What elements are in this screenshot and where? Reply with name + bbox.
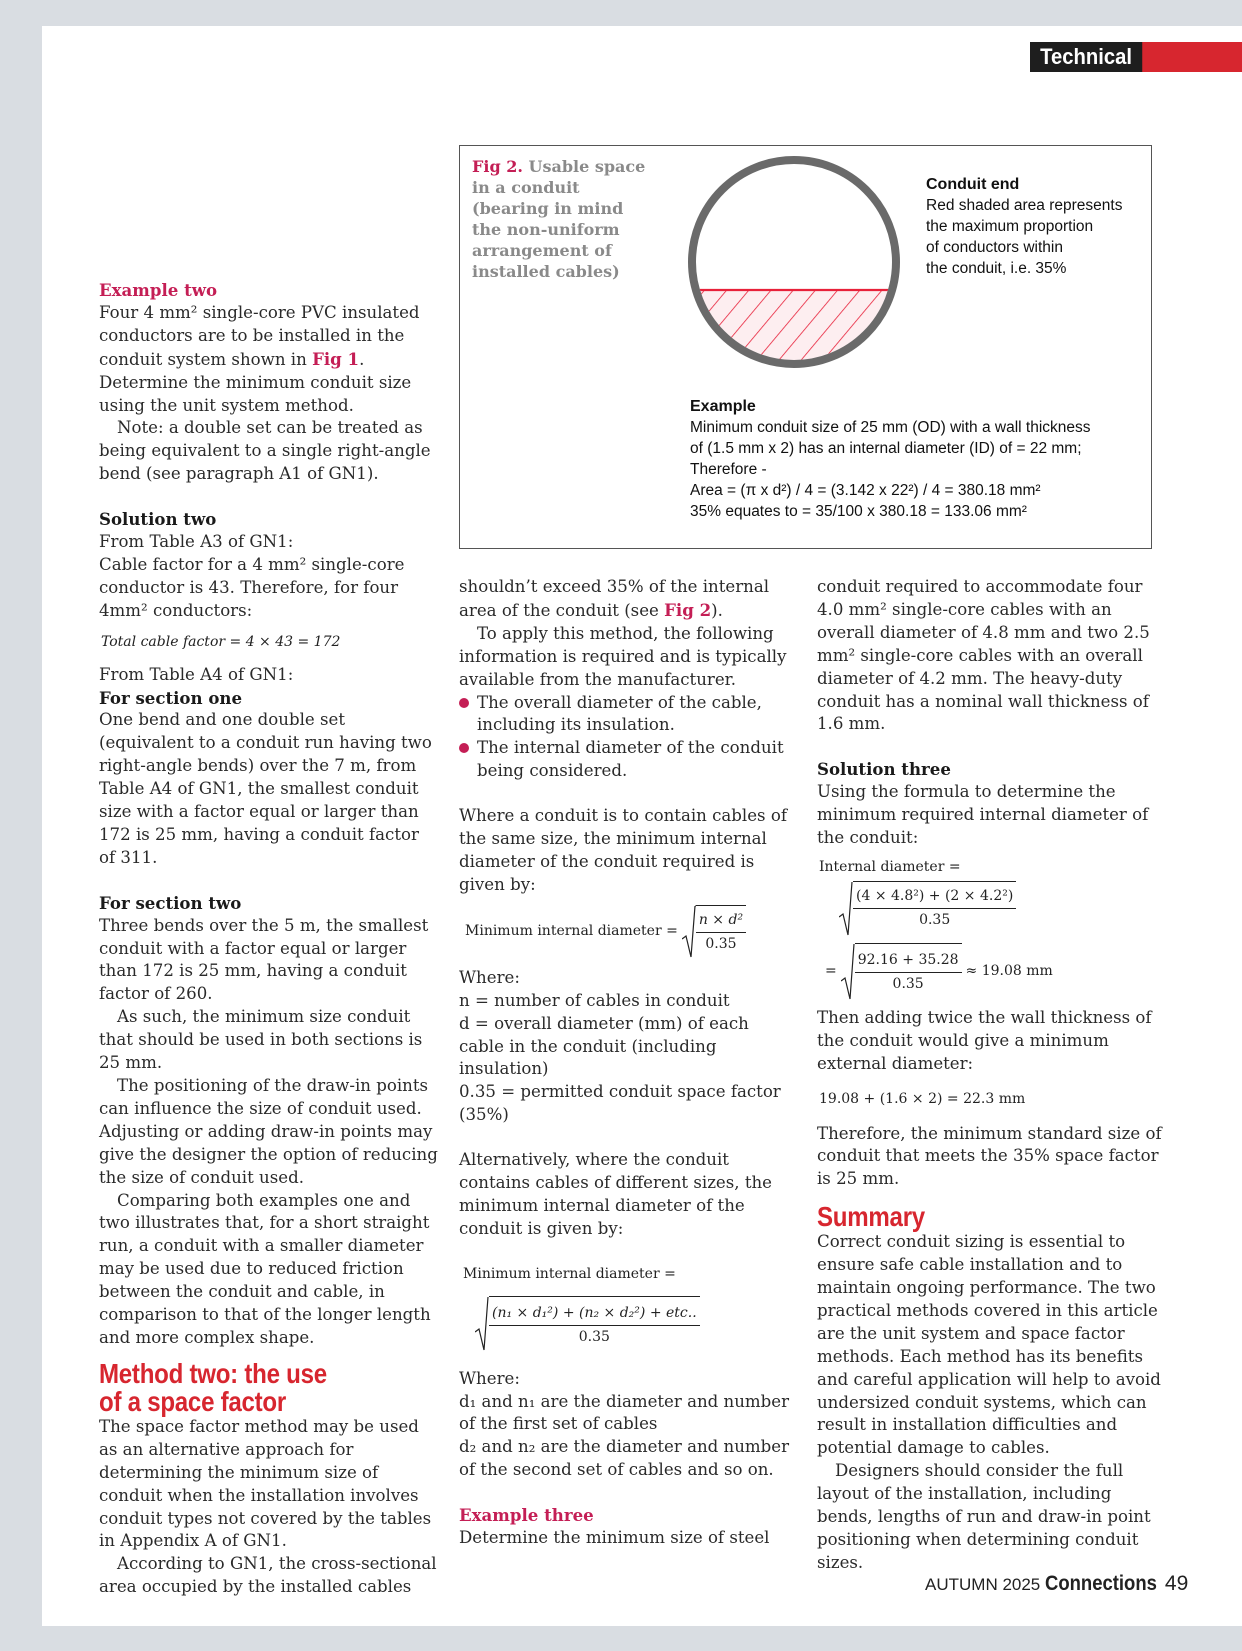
section-one-text: One bend and one double set (equivalent to a conduit run having two right-angle bends) over the 7 m, from Table A4 of GN1, the smallest conduit size with a factor equal or larger than 172 is 25 mm, having a conduit factor of 311. bbox=[99, 710, 432, 867]
formula-different-size bbox=[475, 1296, 799, 1356]
method-two-p2: According to GN1, the cross-sectional area occupied by the installed cables bbox=[99, 1554, 437, 1597]
radical-sign bbox=[841, 943, 855, 1001]
column-1 bbox=[99, 279, 439, 1599]
bullet-item bbox=[459, 692, 799, 738]
formula-2-fraction bbox=[489, 1296, 700, 1356]
where-n: n = number of cables in conduit bbox=[459, 990, 730, 1010]
method-two-p1: The space factor method may be used as an alternative approach for determining the minimum size of conduit when the installation involves conduit types not covered by the tables in Appendix A of GN1. bbox=[99, 1416, 432, 1551]
where-second-set: d₂ and n₂ are the diameter and number of the second set of cables and so on. bbox=[459, 1437, 790, 1480]
formula-4-numerator: 92.16 + 35.28 bbox=[855, 949, 962, 973]
example-two-text-b: . Determine the minimum conduit size using the unit system method. bbox=[99, 349, 412, 415]
legend-line-1: Red shaded area represents bbox=[926, 197, 1123, 214]
col2-p2: To apply this method, the following information is required and is typically available from the manufacturer. bbox=[459, 623, 787, 689]
section-one-heading: For section one bbox=[99, 687, 243, 708]
radical-sign bbox=[682, 905, 696, 959]
example-line-1: Minimum conduit size of 25 mm (OD) with a wall thickness bbox=[690, 419, 1091, 436]
method-two-heading-line2: of a space factor bbox=[99, 1385, 286, 1417]
figure-caption-lead: Fig 2. bbox=[472, 157, 523, 176]
formula-4-result: ≈ 19.08 mm bbox=[965, 963, 1053, 980]
formula-3-numerator: (4 × 4.8²) + (2 × 4.2²) bbox=[853, 885, 1016, 909]
summary-heading: Summary bbox=[817, 1201, 925, 1233]
total-cable-factor-equation: Total cable factor = 4 × 43 = 172 bbox=[101, 633, 341, 650]
bullet-dot bbox=[459, 743, 469, 753]
where-factor: 0.35 = permitted conduit space factor (35%) bbox=[459, 1082, 781, 1125]
formula-2-denominator: 0.35 bbox=[578, 1328, 610, 1345]
bullet-item bbox=[459, 737, 799, 783]
issue-season: AUTUMN 2025 bbox=[925, 1575, 1041, 1594]
section-tag bbox=[1030, 42, 1242, 72]
section-tag-label: Technical bbox=[1030, 42, 1142, 72]
where-label-1: Where: bbox=[459, 967, 520, 987]
formula-2-label: Minimum internal diameter = bbox=[463, 1265, 676, 1282]
page-number: 49 bbox=[1164, 1572, 1189, 1595]
where-label-2: Where: bbox=[459, 1368, 520, 1388]
col3-p2: Then adding twice the wall thickness of the conduit would give a minimum external diameter: bbox=[817, 1007, 1152, 1073]
formula-4-root bbox=[841, 943, 962, 1001]
figure-legend bbox=[926, 174, 1148, 279]
formula-1-label: Minimum internal diameter = bbox=[465, 923, 678, 940]
example-line-3: Therefore - bbox=[690, 461, 767, 478]
formula-4-fraction bbox=[855, 943, 962, 1001]
col3-p1: conduit required to accommodate four 4.0 mm² single-core cables with an overall diameter of 4.8 mm and two 2.5 mm² single-core cables with an overall diameter of 4.2 mm. The heavy-duty conduit has a nominal wall thickness of 1.6 mm. bbox=[817, 577, 1150, 734]
solution-three-heading: Solution three bbox=[817, 759, 951, 780]
formula-2-root bbox=[475, 1296, 700, 1356]
col2-p1-a: shouldn’t exceed 35% of the internal area of the conduit (see bbox=[459, 577, 770, 620]
fig1-reference: Fig 1 bbox=[312, 348, 360, 369]
example-title: Example bbox=[690, 398, 756, 415]
legend-line-3: of conductors within bbox=[926, 239, 1063, 256]
formula-3 bbox=[839, 881, 1162, 939]
col2-p3: Where a conduit is to contain cables of the same size, the minimum internal diameter of the conduit required is given by: bbox=[459, 806, 787, 894]
legend-line-4: the conduit, i.e. 35% bbox=[926, 260, 1067, 277]
figure-2-box bbox=[459, 145, 1152, 549]
figure-caption-text: Usable space in a conduit (bearing in mind the non-uniform arrangement of installed cables) bbox=[472, 157, 646, 281]
column-2 bbox=[459, 576, 799, 1550]
solution-two-p2: Cable factor for a 4 mm² single-core conductor is 43. Therefore, for four 4mm² conductors: bbox=[99, 554, 405, 620]
example-line-2: of (1.5 mm x 2) has an internal diameter (ID) of = 22 mm; bbox=[690, 440, 1082, 457]
formula-4-equals: = bbox=[825, 963, 837, 980]
solution-three-text: Using the formula to determine the minimum required internal diameter of the conduit: bbox=[817, 782, 1149, 848]
example-line-5: 35% equates to = 35/100 x 380.18 = 133.06 mm² bbox=[690, 503, 1027, 520]
col3-p3: Therefore, the minimum standard size of conduit that meets the 35% space factor is 25 mm. bbox=[817, 1123, 1162, 1189]
figure-caption bbox=[472, 156, 652, 282]
external-diameter-equation: 19.08 + (1.6 × 2) = 22.3 mm bbox=[819, 1090, 1026, 1107]
example-two-text-a: Four 4 mm² single-core PVC insulated conductors are to be installed in the conduit system shown in bbox=[99, 302, 420, 369]
example-line-4: Area = (π x d²) / 4 = (3.142 x 22²) / 4 = 380.18 mm² bbox=[690, 482, 1041, 499]
section-two-p4: Comparing both examples one and two illustrates that, for a short straight run, a conduit with a smaller diameter may be used due to reduced friction between the conduit and cable, in comparison to that of the longer length and more complex shape. bbox=[99, 1190, 431, 1347]
column-3 bbox=[817, 576, 1162, 1575]
summary-p2: Designers should consider the full layout of the installation, including bends, lengths of run and draw-in point positioning when determining conduit sizes. bbox=[817, 1461, 1151, 1572]
formula-1-fraction bbox=[696, 905, 746, 959]
legend-title: Conduit end bbox=[926, 176, 1020, 193]
col2-p4: Alternatively, where the conduit contains cables of different sizes, the minimum internal diameter of the conduit is given by: bbox=[459, 1150, 772, 1238]
solution-two-p1: From Table A3 of GN1: bbox=[99, 532, 294, 552]
example-three-heading: Example three bbox=[459, 1505, 594, 1526]
section-two-p3: The positioning of the draw-in points can influence the size of conduit used. Adjusting or adding draw-in points may give the designer the option of reducing the size of conduit used. bbox=[99, 1076, 438, 1187]
magazine-brand: Connections bbox=[1045, 1572, 1157, 1595]
radical-sign bbox=[839, 881, 853, 937]
solution-two-heading: Solution two bbox=[99, 509, 217, 530]
bullet-text-1: The overall diameter of the cable, including its insulation. bbox=[477, 692, 762, 735]
solution-two-p3: From Table A4 of GN1: bbox=[99, 664, 294, 684]
formula-1-root bbox=[682, 905, 746, 959]
where-d: d = overall diameter (mm) of each cable in the conduit (including insulation) bbox=[459, 1013, 749, 1079]
method-two-heading-line1: Method two: the use bbox=[99, 1357, 327, 1389]
formula-same-size bbox=[465, 903, 799, 961]
bullet-text-2: The internal diameter of the conduit being considered. bbox=[477, 738, 784, 781]
example-three-text: Determine the minimum size of steel bbox=[459, 1528, 770, 1548]
conduit-end-diagram bbox=[685, 154, 903, 370]
radical-sign bbox=[475, 1296, 489, 1352]
formula-1-numerator: n × d² bbox=[696, 909, 746, 933]
example-two-note: Note: a double set can be treated as being equivalent to a single right-angle bend (see paragraph A1 of GN1). bbox=[99, 418, 431, 484]
fig2-reference: Fig 2 bbox=[664, 599, 712, 620]
summary-p1: Correct conduit sizing is essential to ensure safe cable installation and to maintain ongoing performance. The two practical methods covered in this article are the unit system and space factor methods. Each method has its benefits and careful application will help to avoid undersized conduit systems, which can result in installation difficulties and potential damage to cables. bbox=[817, 1232, 1161, 1458]
page-footer bbox=[925, 1572, 1188, 1596]
formula-3-label: Internal diameter = bbox=[819, 858, 961, 875]
col2-p1 bbox=[459, 576, 799, 623]
formula-3-root bbox=[839, 881, 1016, 939]
section-two-p2: As such, the minimum size conduit that should be used in both sections is 25 mm. bbox=[99, 1007, 423, 1073]
bullet-dot bbox=[459, 698, 469, 708]
section-two-heading: For section two bbox=[99, 892, 242, 913]
formula-4 bbox=[825, 941, 1162, 1003]
example-two-heading: Example two bbox=[99, 280, 218, 300]
figure-example bbox=[690, 396, 1140, 522]
section-two-p1: Three bends over the 5 m, the smallest conduit with a factor equal or larger than 172 is 25 mm, having a conduit factor of 260. bbox=[99, 915, 429, 1004]
col2-p1-b: ). bbox=[711, 600, 723, 620]
formula-1-denominator: 0.35 bbox=[705, 935, 737, 952]
legend-line-2: the maximum proportion bbox=[926, 218, 1094, 235]
formula-3-fraction bbox=[853, 881, 1016, 939]
formula-3-denominator: 0.35 bbox=[919, 911, 951, 928]
formula-4-denominator: 0.35 bbox=[892, 975, 924, 992]
formula-2-numerator: (n₁ × d₁²) + (n₂ × d₂²) + etc.. bbox=[489, 1302, 700, 1326]
example-two-text bbox=[99, 302, 439, 418]
where-first-set: d₁ and n₁ are the diameter and number of the first set of cables bbox=[459, 1391, 790, 1434]
